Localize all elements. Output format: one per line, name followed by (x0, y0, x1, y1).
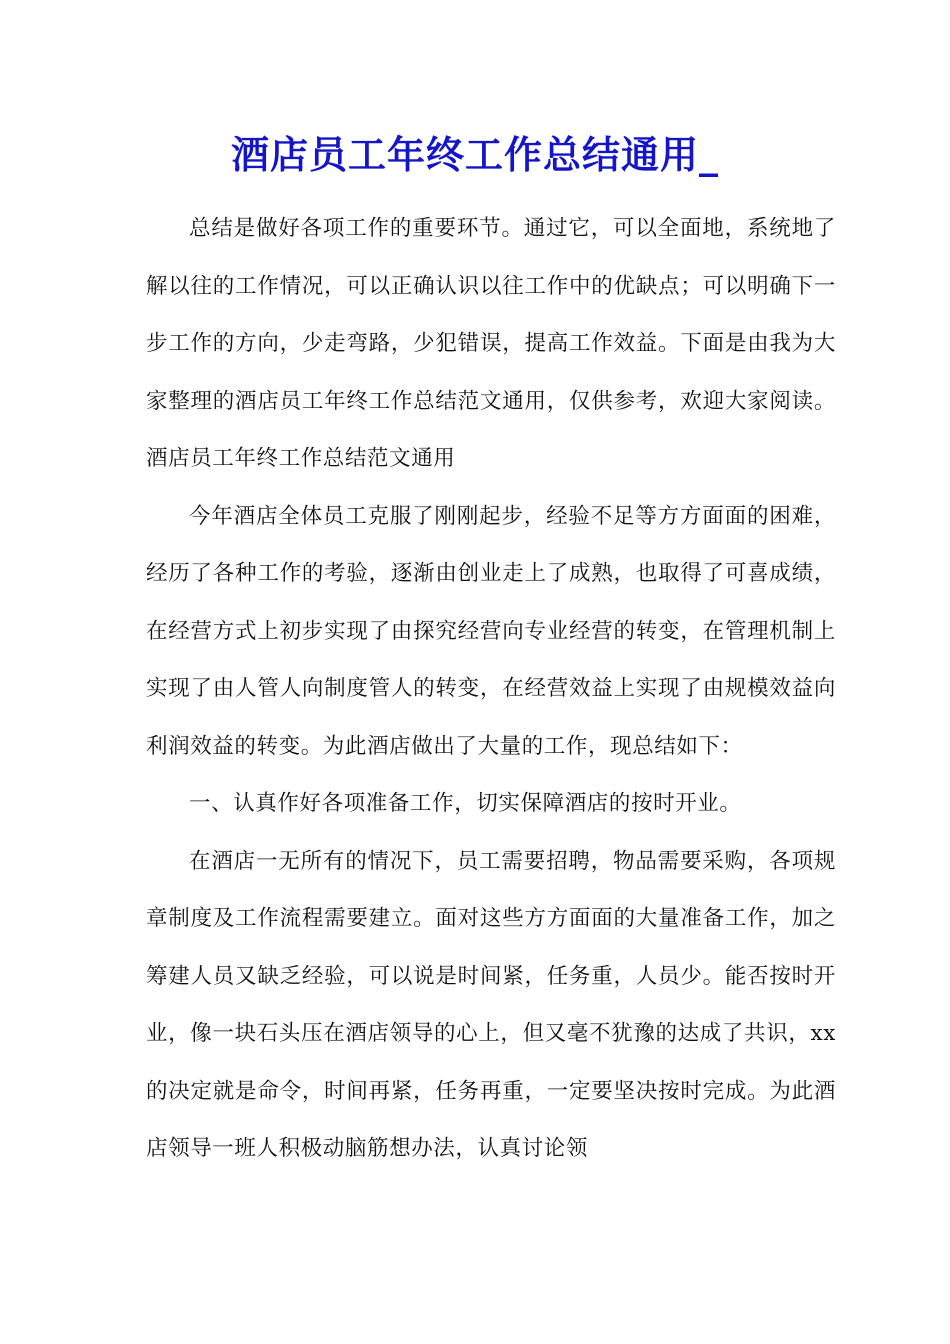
paragraph-preparation: 在酒店一无所有的情况下，员工需要招聘，物品需要采购，各项规章制度及工作流程需要建立。面对这些方方面面的大量准备工作，加之筹建人员又缺乏经验，可以说是时间紧，任务重，人员少。能否按时开业，像一块石头压在酒店领导的心上，但又毫不犹豫的达成了共识，xx的决定就是命令，时间再紧，任务再重，一定要坚决按时完成。为此酒店领导一班人积极动脑筋想办法，认真讨论领 (146, 848, 836, 1161)
section-heading-1: 一、认真作好各项准备工作，切实保障酒店的按时开业。 (189, 791, 742, 816)
document-body (146, 200, 836, 1178)
paragraph-overview: 今年酒店全体员工克服了刚刚起步，经验不足等方方面面的困难，经历了各种工作的考验，逐渐由创业走上了成熟，也取得了可喜成绩，在经营方式上初步实现了由探究经营向专业经营的转变，在管理机制上实现了由人管人向制度管人的转变，在经营效益上实现了由规模效益向利润效益的转变。为此酒店做出了大量的工作，现总结如下： (146, 503, 836, 759)
document-title: 酒店员工年终工作总结通用_ (230, 132, 719, 177)
paragraph-intro: 总结是做好各项工作的重要环节。通过它，可以全面地，系统地了解以往的工作情况，可以正确认识以往工作中的优缺点；可以明确下一步工作的方向，少走弯路，少犯错误，提高工作效益。下面是由我为大家整理的酒店员工年终工作总结范文通用，仅供参考，欢迎大家阅读。酒店员工年终工作总结范文通用 (146, 216, 836, 471)
